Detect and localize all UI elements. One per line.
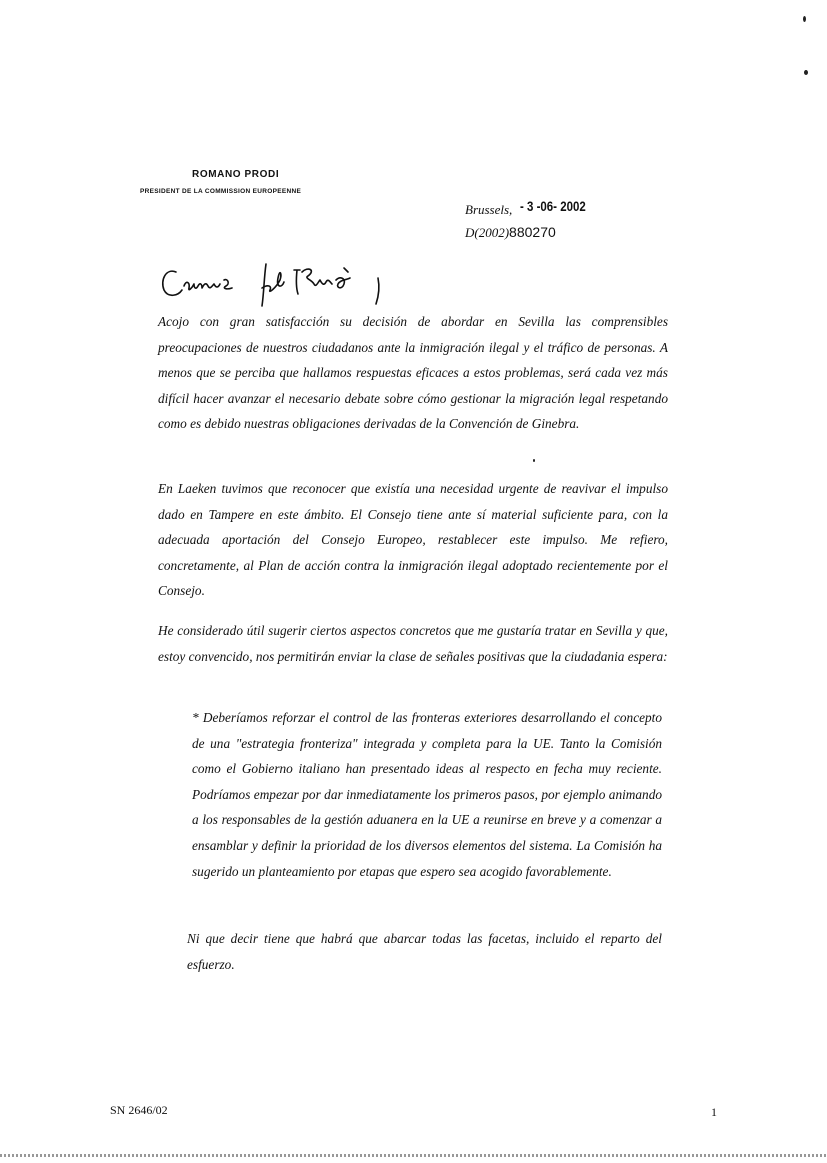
bullet-paragraph: * Deberíamos reforzar el control de las fronteras exteriores desarrollando el concepto de una "estrategia fronteriza" integrada y completa para la UE. Tanto la Comisión como el Gobierno italiano han presentado ideas al respecto en fecha muy reciente. Podríamos empezar por dar inmediatamente los primeros pasos, por ejemplo animando a los responsables de la gestión aduanera en la UE a reunirse en breve y a comenzar a ensamblar y definir la prioridad de los diversos elementos del sistema. La Comisión ha sugerido un planteamiento por etapas que espero sea acogido favorablemente. <box>192 710 662 879</box>
sender-title: PRESIDENT DE LA COMMISSION EUROPEENNE <box>140 188 302 195</box>
date-stamp: - 3 -06- 2002 <box>519 198 586 214</box>
reference-line <box>465 224 556 241</box>
city: Brussels, <box>465 202 513 217</box>
paragraph-2: En Laeken tuvimos que reconocer que existía una necesidad urgente de reavivar el impulso dado en Tampere en este ámbito. El Consejo tiene ante sí material suficiente para, con la adecuada aportación del Consejo Europeo, restablecer este impulso. Me refiero, concretamente, al Plan de acción contra la inmigración ilegal adoptado recientemente por el Consejo. <box>158 481 668 598</box>
scan-speck <box>803 16 806 22</box>
reference-prefix: D(2002) <box>465 225 510 240</box>
handwritten-salutation <box>158 258 408 308</box>
sender-name: ROMANO PRODI <box>192 169 280 180</box>
page-number: 1 <box>711 1105 717 1119</box>
scan-speck <box>533 459 535 462</box>
scan-speck <box>804 70 808 75</box>
reference-number: 880270 <box>509 224 556 240</box>
scan-edge-line <box>0 1154 827 1157</box>
paragraph-5: Ni que decir tiene que habrá que abarcar todas las facetas, incluido el reparto del esfuerzo. <box>187 931 662 972</box>
paragraph-3: He considerado útil sugerir ciertos aspectos concretos que me gustaría tratar en Sevilla y que, estoy convencido, nos permitirán enviar la clase de señales positivas que la ciudadania espera: <box>158 623 668 664</box>
place-date-line <box>465 198 600 218</box>
paragraph-1: Acojo con gran satisfacción su decisión de abordar en Sevilla las comprensibles preocupaciones de nuestros ciudadanos ante la inmigración ilegal y el tráfico de personas. A menos que se perciba que hallamos respuestas eficaces a estos problemas, será cada vez más difícil hacer avanzar el necesario debate sobre cómo gestionar la migración legal respetando como es debido nuestras obligaciones derivadas de la Convención de Ginebra. <box>158 314 668 431</box>
document-reference: SN 2646/02 <box>110 1103 168 1117</box>
